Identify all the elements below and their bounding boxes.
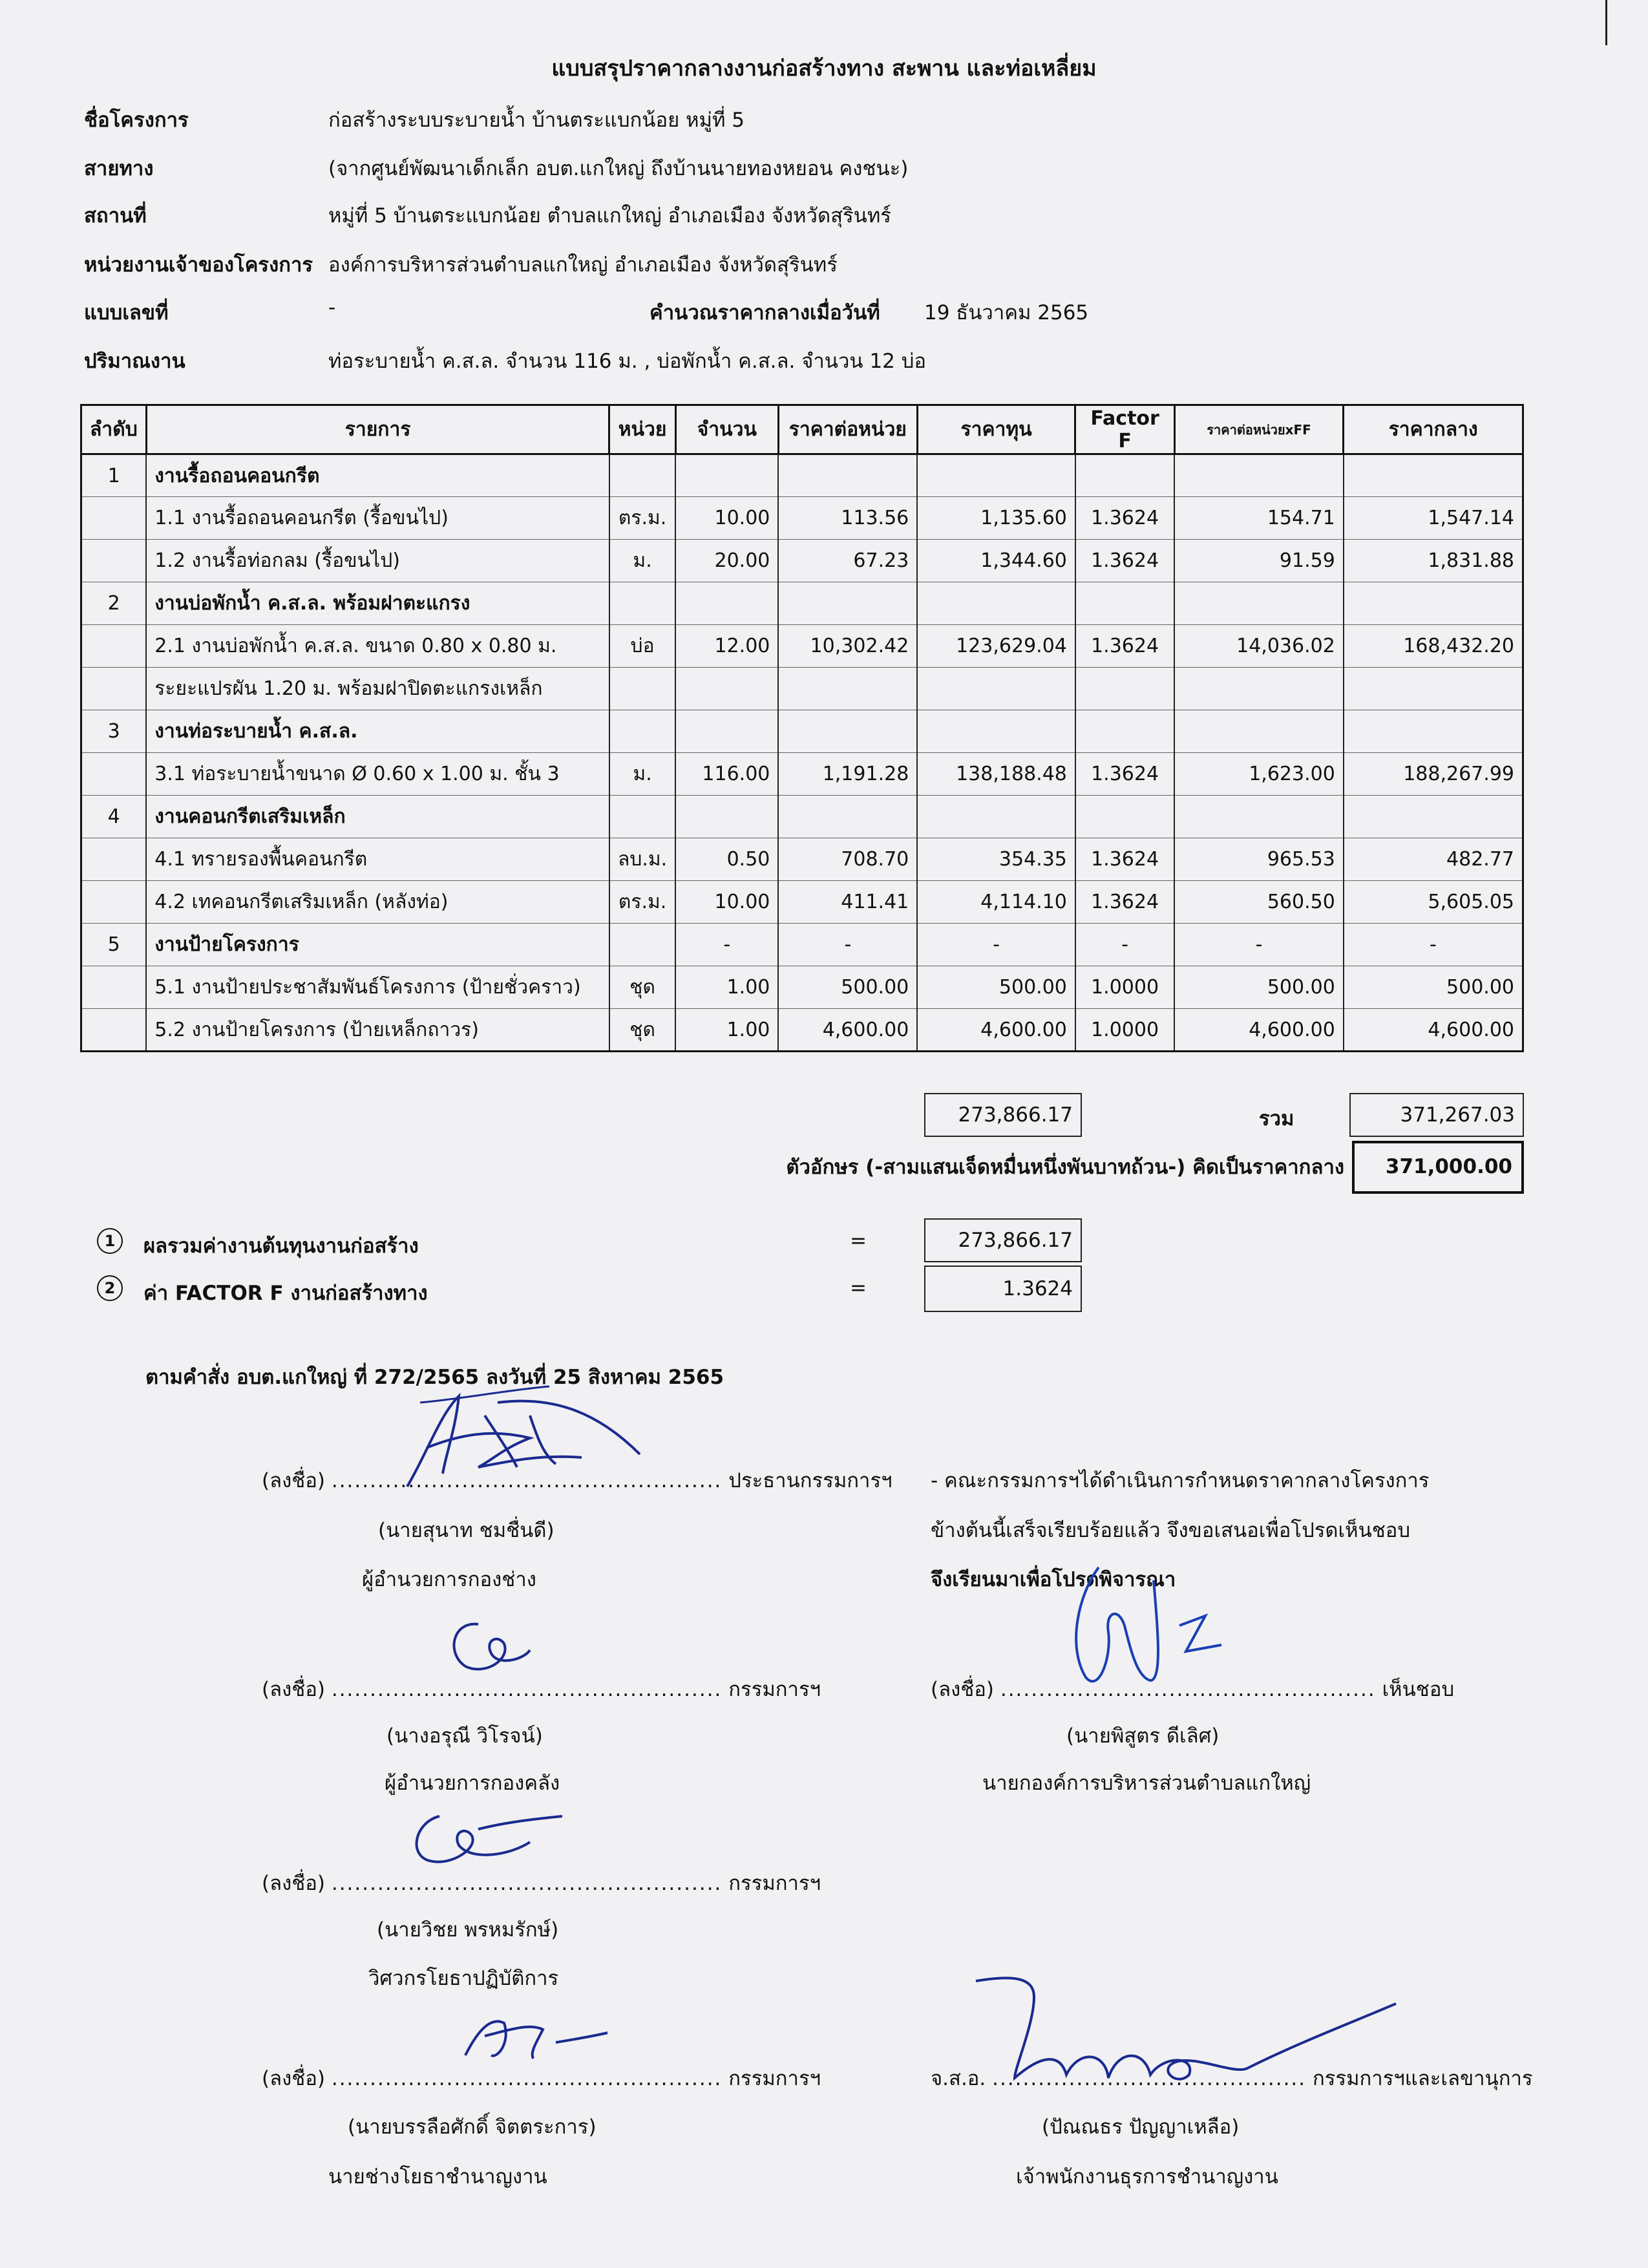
member3-name: (นายบรรลือศักดิ์ จิตตระการ): [348, 2115, 597, 2139]
member1-name: (นางอรุณี วิโรจน์): [386, 1724, 543, 1748]
route-label: สายทาง: [84, 157, 154, 180]
row-cost: 138,188.48: [917, 753, 1075, 796]
row-cost: [917, 796, 1075, 838]
row-price-ff: 1,623.00: [1174, 753, 1344, 796]
row-factor: [1075, 796, 1174, 838]
row-unit-price: [778, 710, 917, 753]
row-number: 4: [81, 796, 147, 838]
row-unit: ม.: [609, 753, 675, 796]
row-unit-price: 4,600.00: [778, 1009, 917, 1052]
committee-note-line2: ข้างต้นนี้เสร็จเรียบร้อยแล้ว จึงขอเสนอเพื่อโปรดเห็นชอบ: [931, 1519, 1411, 1542]
member3-sign-line: (ลงชื่อ) ................................................... กรรมการฯ: [262, 2067, 821, 2090]
summary-item-1: [97, 1228, 123, 1254]
approver-name: (นายพิสูตร ดีเลิศ): [1066, 1724, 1220, 1748]
table-row: [81, 753, 1523, 796]
member3-signature: [452, 1997, 614, 2075]
owner-value: องค์การบริหารส่วนตำบลแกใหญ่ อำเภอเมือง จังหวัดสุรินทร์: [328, 253, 838, 277]
approver-signature: [1041, 1554, 1234, 1697]
secretary-title: เจ้าพนักงานธุรการชำนาญงาน: [1016, 2165, 1278, 2189]
row-quantity: [675, 668, 778, 710]
chair-signature: [381, 1377, 653, 1493]
member2-name: (นายวิชย พรหมรักษ์): [377, 1918, 559, 1942]
member1-sign-line: (ลงชื่อ) ................................................... กรรมการฯ: [262, 1678, 821, 1701]
row-price-ff: 965.53: [1174, 838, 1344, 881]
approver-role: เห็นชอบ: [1382, 1678, 1455, 1701]
row-factor: 1.3624: [1075, 625, 1174, 668]
row-description: งานคอนกรีตเสริมเหล็ก: [146, 796, 609, 838]
row-unit: ตร.ม.: [609, 881, 675, 924]
row-quantity: 20.00: [675, 540, 778, 582]
secretary-sign-line: จ.ส.อ. ......................................... กรรมการฯและเลขานุการ: [931, 2067, 1533, 2090]
row-unit: [609, 454, 675, 497]
committee-note-line3: จึงเรียนมาเพื่อโปรดพิจารณา: [931, 1568, 1176, 1591]
row-number: [81, 838, 147, 881]
row-quantity: 10.00: [675, 881, 778, 924]
row-price-ff: 154.71: [1174, 497, 1344, 540]
median-price: 371,000.00: [1385, 1155, 1512, 1178]
sign-prefix: (ลงชื่อ): [262, 1469, 325, 1492]
document-title: แบบสรุปราคากลางงานก่อสร้างทาง สะพาน และท่อเหลี่ยม: [551, 56, 1097, 81]
row-total: 1,831.88: [1344, 540, 1523, 582]
row-description: 3.1 ท่อระบายน้ำขนาด Ø 0.60 x 1.00 ม. ชั้น 3: [146, 753, 609, 796]
col-header-total: ราคากลาง: [1344, 405, 1523, 454]
sum-cost-box: [924, 1093, 1082, 1137]
row-factor: 1.3624: [1075, 881, 1174, 924]
row-total: 1,547.14: [1344, 497, 1523, 540]
member2-signature: [401, 1797, 569, 1881]
row-factor: [1075, 668, 1174, 710]
row-description: งานท่อระบายน้ำ ค.ส.ล.: [146, 710, 609, 753]
scan-edge-mark: [1605, 0, 1607, 45]
calc-date-value: 19 ธันวาคม 2565: [924, 301, 1089, 324]
col-header-no: ลำดับ: [81, 405, 147, 454]
table-section-row: [81, 710, 1523, 753]
row-cost: 1,344.60: [917, 540, 1075, 582]
row-cost: 500.00: [917, 966, 1075, 1009]
row-number: [81, 668, 147, 710]
row-cost: -: [917, 924, 1075, 966]
row-quantity: 1.00: [675, 1009, 778, 1052]
member2-sign-line: (ลงชื่อ) ................................................... กรรมการฯ: [262, 1872, 821, 1895]
row-price-ff: [1174, 796, 1344, 838]
sum-total-box: [1349, 1093, 1524, 1137]
project-label: ชื่อโครงการ: [84, 109, 189, 132]
summary-item-1-eq: =: [850, 1229, 867, 1253]
row-factor: 1.3624: [1075, 753, 1174, 796]
row-unit: บ่อ: [609, 625, 675, 668]
row-cost: 4,114.10: [917, 881, 1075, 924]
secretary-signature: [963, 1971, 1402, 2101]
row-cost: 354.35: [917, 838, 1075, 881]
col-header-cost: ราคาทุน: [917, 405, 1075, 454]
sign-prefix: (ลงชื่อ): [262, 2067, 325, 2090]
summary-value-1-box: [924, 1218, 1082, 1262]
row-description: 5.2 งานป้ายโครงการ (ป้ายเหล็กถาวร): [146, 1009, 609, 1052]
table-row: [81, 966, 1523, 1009]
row-total: [1344, 668, 1523, 710]
row-quantity: 10.00: [675, 497, 778, 540]
secretary-name: (ปัณณธร ปัญญาเหลือ): [1042, 2115, 1240, 2139]
table-row: [81, 540, 1523, 582]
row-number: 5: [81, 924, 147, 966]
member2-title: วิศวกรโยธาปฏิบัติการ: [368, 1967, 559, 1990]
row-total: -: [1344, 924, 1523, 966]
row-unit: ชุด: [609, 966, 675, 1009]
member3-role: กรรมการฯ: [728, 2067, 821, 2090]
row-total: 5,605.05: [1344, 881, 1523, 924]
row-unit: [609, 668, 675, 710]
row-factor: 1.0000: [1075, 1009, 1174, 1052]
row-cost: 123,629.04: [917, 625, 1075, 668]
row-unit: ตร.ม.: [609, 497, 675, 540]
col-header-unit: หน่วย: [609, 405, 675, 454]
chair-name: (นายสุนาท ชมชื่นดี): [378, 1519, 555, 1542]
row-unit-price: 113.56: [778, 497, 917, 540]
row-unit-price: 1,191.28: [778, 753, 917, 796]
row-number: 3: [81, 710, 147, 753]
row-quantity: [675, 796, 778, 838]
project-value: ก่อสร้างระบบระบายน้ำ บ้านตระแบกน้อย หมู่ที่ 5: [328, 109, 745, 132]
quantity-label: ปริมาณงาน: [84, 350, 185, 373]
row-total: 500.00: [1344, 966, 1523, 1009]
row-total: [1344, 710, 1523, 753]
quantity-value: ท่อระบายน้ำ ค.ส.ล. จำนวน 116 ม. , บ่อพักน้ำ ค.ส.ล. จำนวน 12 บ่อ: [328, 350, 927, 373]
row-factor: 1.3624: [1075, 838, 1174, 881]
col-header-factor: Factor F: [1075, 405, 1174, 454]
row-description: งานป้ายโครงการ: [146, 924, 609, 966]
row-cost: 4,600.00: [917, 1009, 1075, 1052]
row-unit: [609, 710, 675, 753]
row-unit-price: [778, 582, 917, 625]
member1-title: ผู้อำนวยการกองคลัง: [385, 1772, 560, 1795]
row-number: [81, 1009, 147, 1052]
route-value: (จากศูนย์พัฒนาเด็กเล็ก อบต.แกใหญ่ ถึงบ้านนายทองหยอน คงชนะ): [328, 157, 909, 180]
row-factor: 1.3624: [1075, 540, 1174, 582]
col-header-qty: จำนวน: [675, 405, 778, 454]
row-unit: ม.: [609, 540, 675, 582]
member2-role: กรรมการฯ: [728, 1872, 821, 1895]
sum-total: 371,267.03: [1400, 1103, 1515, 1127]
chair-title: ผู้อำนวยการกองช่าง: [362, 1568, 536, 1591]
table-row: [81, 881, 1523, 924]
row-total: [1344, 454, 1523, 497]
row-unit-price: -: [778, 924, 917, 966]
row-factor: [1075, 454, 1174, 497]
table-row: [81, 838, 1523, 881]
table-section-row: [81, 796, 1523, 838]
row-price-ff: 14,036.02: [1174, 625, 1344, 668]
row-price-ff: [1174, 710, 1344, 753]
row-total: [1344, 582, 1523, 625]
row-factor: [1075, 710, 1174, 753]
row-total: 4,600.00: [1344, 1009, 1523, 1052]
row-description: ระยะแปรผัน 1.20 ม. พร้อมฝาปิดตะแกรงเหล็ก: [146, 668, 609, 710]
price-table: [80, 404, 1524, 1052]
row-unit-price: 67.23: [778, 540, 917, 582]
table-row: [81, 668, 1523, 710]
plan-no-value: -: [328, 296, 336, 319]
row-number: [81, 881, 147, 924]
row-unit-price: [778, 454, 917, 497]
row-description: 1.1 งานรื้อถอนคอนกรีต (รื้อขนไป): [146, 497, 609, 540]
row-total: 188,267.99: [1344, 753, 1523, 796]
chair-sign-line: (ลงชื่อ) ................................................... ประธานกรรมการฯ: [262, 1469, 893, 1492]
table-section-row: [81, 582, 1523, 625]
calc-date-label: คำนวณราคากลางเมื่อวันที่: [650, 301, 880, 324]
table-header-row: [81, 405, 1523, 454]
table-row: [81, 1009, 1523, 1052]
row-price-ff: 500.00: [1174, 966, 1344, 1009]
summary-value-2-box: [924, 1266, 1082, 1312]
sign-prefix: (ลงชื่อ): [931, 1678, 994, 1701]
row-description: 5.1 งานป้ายประชาสัมพันธ์โครงการ (ป้ายชั่วคราว): [146, 966, 609, 1009]
summary-number-2: 2: [97, 1275, 123, 1301]
sum-label: รวม: [1259, 1107, 1294, 1130]
row-unit: [609, 796, 675, 838]
row-quantity: 12.00: [675, 625, 778, 668]
row-unit: [609, 924, 675, 966]
row-cost: [917, 710, 1075, 753]
row-quantity: -: [675, 924, 778, 966]
row-quantity: [675, 454, 778, 497]
row-quantity: 116.00: [675, 753, 778, 796]
table-section-row: [81, 454, 1523, 497]
member1-role: กรรมการฯ: [728, 1678, 821, 1701]
summary-item-2: [97, 1275, 123, 1301]
approver-title: นายกองค์การบริหารส่วนตำบลแกใหญ่: [982, 1772, 1311, 1795]
summary-value-1: 273,866.17: [958, 1229, 1073, 1252]
row-description: 2.1 งานบ่อพักน้ำ ค.ส.ล. ขนาด 0.80 x 0.80 ม.: [146, 625, 609, 668]
row-number: [81, 497, 147, 540]
row-quantity: 1.00: [675, 966, 778, 1009]
summary-item-1-label: ผลรวมค่างานต้นทุนงานก่อสร้าง: [143, 1235, 419, 1258]
sign-prefix: (ลงชื่อ): [262, 1678, 325, 1701]
row-unit: [609, 582, 675, 625]
row-unit-price: 411.41: [778, 881, 917, 924]
row-description: 4.2 เทคอนกรีตเสริมเหล็ก (หลังท่อ): [146, 881, 609, 924]
col-header-unit-price: ราคาต่อหน่วย: [778, 405, 917, 454]
row-cost: [917, 454, 1075, 497]
row-number: [81, 753, 147, 796]
member1-signature: [439, 1615, 543, 1686]
row-unit-price: [778, 668, 917, 710]
row-description: 1.2 งานรื้อท่อกลม (รื้อขนไป): [146, 540, 609, 582]
row-factor: 1.3624: [1075, 497, 1174, 540]
table-row: [81, 625, 1523, 668]
table-row: [81, 497, 1523, 540]
col-header-desc: รายการ: [146, 405, 609, 454]
row-quantity: [675, 710, 778, 753]
median-price-box: [1352, 1141, 1524, 1194]
row-cost: 1,135.60: [917, 497, 1075, 540]
row-price-ff: [1174, 582, 1344, 625]
row-price-ff: [1174, 668, 1344, 710]
row-total: 482.77: [1344, 838, 1523, 881]
secretary-role: กรรมการฯและเลขานุการ: [1313, 2067, 1533, 2090]
row-cost: [917, 668, 1075, 710]
row-total: 168,432.20: [1344, 625, 1523, 668]
chair-role: ประธานกรรมการฯ: [728, 1469, 893, 1492]
plan-no-label: แบบเลขที่: [84, 301, 169, 324]
row-description: งานบ่อพักน้ำ ค.ส.ล. พร้อมฝาตะแกรง: [146, 582, 609, 625]
sum-cost: 273,866.17: [958, 1103, 1073, 1127]
amount-in-words: ตัวอักษร (-สามแสนเจ็ดหมื่นหนึ่งพันบาทถ้วน-) คิดเป็นราคากลาง: [786, 1156, 1344, 1179]
order-reference: ตามคำสั่ง อบต.แกใหญ่ ที่ 272/2565 ลงวันที่ 25 สิงหาคม 2565: [145, 1366, 724, 1389]
row-price-ff: [1174, 454, 1344, 497]
row-description: 4.1 ทรายรองพื้นคอนกรีต: [146, 838, 609, 881]
row-price-ff: -: [1174, 924, 1344, 966]
row-factor: [1075, 582, 1174, 625]
row-factor: -: [1075, 924, 1174, 966]
row-number: [81, 540, 147, 582]
row-unit-price: 500.00: [778, 966, 917, 1009]
row-unit-price: 708.70: [778, 838, 917, 881]
summary-value-2: 1.3624: [1002, 1277, 1073, 1300]
location-value: หมู่ที่ 5 บ้านตระแบกน้อย ตำบลแกใหญ่ อำเภอเมือง จังหวัดสุรินทร์: [328, 204, 891, 228]
table-section-row: [81, 924, 1523, 966]
committee-note-line1: - คณะกรรมการฯได้ดำเนินการกำหนดราคากลางโครงการ: [931, 1469, 1430, 1492]
row-unit: ลบ.ม.: [609, 838, 675, 881]
row-unit: ชุด: [609, 1009, 675, 1052]
summary-item-2-label: ค่า FACTOR F งานก่อสร้างทาง: [143, 1282, 428, 1305]
secretary-prefix: จ.ส.อ.: [931, 2067, 986, 2090]
row-number: [81, 966, 147, 1009]
row-number: 2: [81, 582, 147, 625]
col-header-price-ff: ราคาต่อหน่วยxFF: [1174, 405, 1344, 454]
owner-label: หน่วยงานเจ้าของโครงการ: [84, 253, 313, 277]
row-price-ff: 91.59: [1174, 540, 1344, 582]
row-description: งานรื้อถอนคอนกรีต: [146, 454, 609, 497]
row-quantity: [675, 582, 778, 625]
row-unit-price: [778, 796, 917, 838]
row-quantity: 0.50: [675, 838, 778, 881]
row-price-ff: 4,600.00: [1174, 1009, 1344, 1052]
row-number: [81, 625, 147, 668]
summary-item-2-eq: =: [850, 1277, 867, 1300]
row-unit-price: 10,302.42: [778, 625, 917, 668]
approver-sign-line: (ลงชื่อ) ................................................. เห็นชอบ: [931, 1678, 1455, 1701]
location-label: สถานที่: [84, 204, 147, 228]
summary-number-1: 1: [97, 1228, 123, 1254]
row-cost: [917, 582, 1075, 625]
row-factor: 1.0000: [1075, 966, 1174, 1009]
row-price-ff: 560.50: [1174, 881, 1344, 924]
sign-prefix: (ลงชื่อ): [262, 1872, 325, 1895]
row-total: [1344, 796, 1523, 838]
row-number: 1: [81, 454, 147, 497]
member3-title: นายช่างโยธาชำนาญงาน: [328, 2165, 547, 2189]
